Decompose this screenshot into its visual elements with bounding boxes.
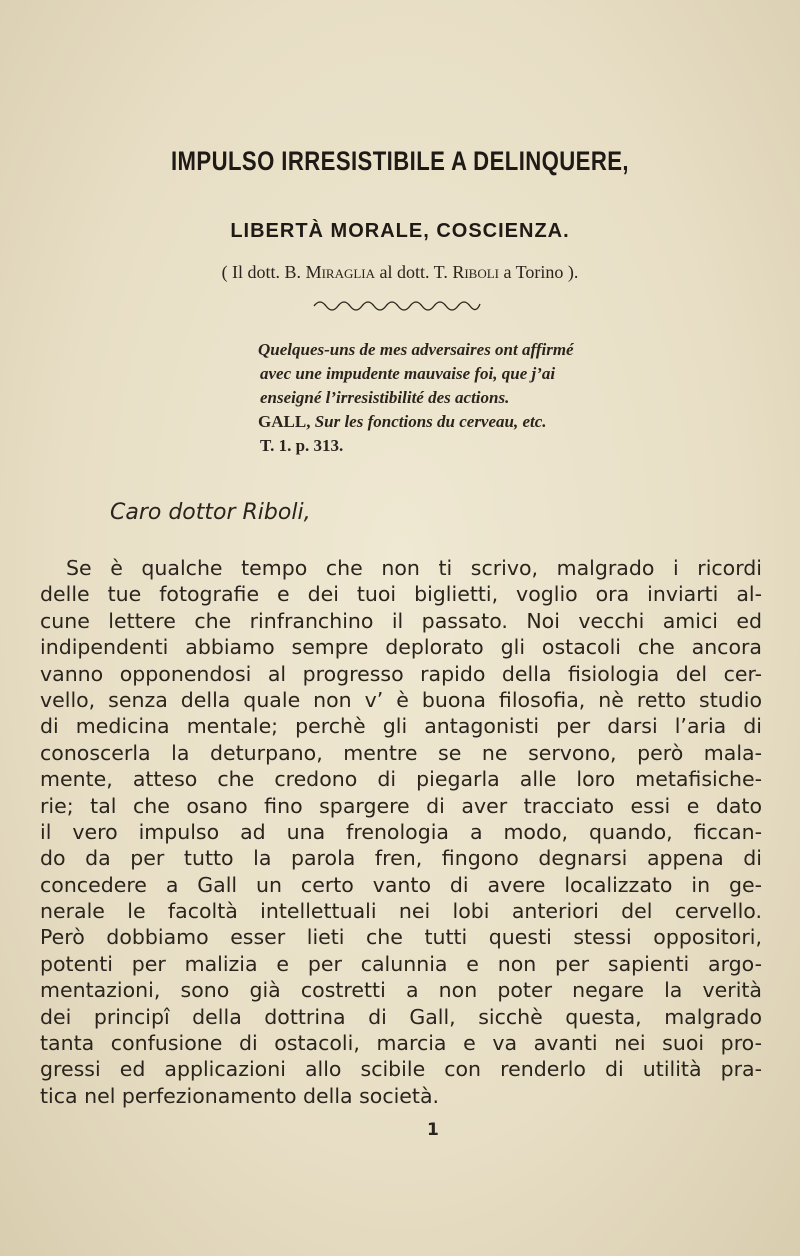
body-line: cune lettere che rinfranchino il passato. Noi vecchi amici ed bbox=[40, 608, 762, 633]
byline-middle: al dott. T. bbox=[375, 262, 453, 282]
wavy-rule-ornament-icon bbox=[312, 296, 482, 312]
body-line: do da per tutto la parola fren, fingono degnarsi appena di bbox=[40, 846, 762, 871]
body-line: vanno opponendosi al progresso rapido della fisiologia del cer- bbox=[40, 661, 762, 686]
body-line: Però dobbiamo esser lieti che tutti questi stessi oppositori, bbox=[40, 925, 762, 950]
byline bbox=[0, 262, 800, 283]
epigraph-source-separator: , bbox=[306, 412, 315, 431]
body-line: concedere a Gall un certo vanto di avere localizzato in ge- bbox=[40, 872, 762, 897]
article-subtitle: LIBERTÀ MORALE, COSCIENZA. bbox=[230, 220, 570, 242]
body-line: nerale le facoltà intellettuali nei lobi anteriori del cervello. bbox=[40, 899, 762, 924]
epigraph-line: avec une impudente mauvaise foi, que j’ai bbox=[260, 364, 556, 383]
salutation: Caro dottor Riboli, bbox=[110, 500, 311, 525]
body-line: gressi ed applicazioni allo scibile con renderlo di utilità pra- bbox=[40, 1057, 762, 1082]
article-title: IMPULSO IRRESISTIBILE A DELINQUERE, bbox=[170, 146, 629, 176]
body-line: vello, senza della quale non v’ è buona filosofia, nè retto studio bbox=[40, 687, 762, 712]
byline-open: ( Il dott. B. bbox=[221, 262, 306, 282]
body-line: delle tue fotografie e dei tuoi biglietti, voglio ora inviarti al- bbox=[40, 582, 762, 607]
body-line: potenti per malizia e per calunnia e non per sapienti argo- bbox=[40, 951, 762, 976]
epigraph-source-title: Sur les fonctions du cerveau, etc. bbox=[314, 412, 547, 431]
byline-author-riboli: Riboli bbox=[452, 262, 500, 282]
body-line: indipendenti abbiamo sempre deplorato gli ostacoli che ancora bbox=[40, 635, 762, 660]
epigraph-source-reference: T. 1. p. 313. bbox=[260, 436, 344, 455]
body-line: rie; tal che osano fino spargere di aver tracciato essi e dato bbox=[40, 793, 762, 818]
body-line: tanta confusione di ostacoli, marcia e va avanti nei suoi pro- bbox=[40, 1031, 762, 1056]
body-line: dei principî della dottrina di Gall, sicchè questa, malgrado bbox=[40, 1004, 762, 1029]
epigraph bbox=[258, 338, 758, 458]
body-line: mentazioni, sono già costretti a non poter negare la verità bbox=[40, 978, 762, 1003]
byline-author-miraglia: Miraglia bbox=[305, 262, 376, 282]
body-line: conoscerla la deturpano, mentre se ne servono, però mala- bbox=[40, 740, 762, 765]
body-line: tica nel perfezionamento della società. bbox=[40, 1083, 440, 1108]
epigraph-source bbox=[258, 410, 758, 434]
epigraph-line: Quelques-uns de mes adversaires ont affirmé bbox=[258, 340, 574, 359]
body-line: Se è qualche tempo che non ti scrivo, malgrado i ricordi bbox=[66, 556, 762, 580]
byline-close: a Torino ). bbox=[499, 262, 579, 282]
letter-body bbox=[40, 555, 762, 1109]
body-line: di medicina mentale; perchè gli antagonisti per darsi l’aria di bbox=[40, 714, 762, 739]
page-number: 1 bbox=[427, 1120, 439, 1140]
epigraph-source-author: GALL bbox=[258, 412, 307, 431]
epigraph-line: enseigné l’irresistibilité des actions. bbox=[260, 388, 510, 407]
body-line: il vero impulso ad una frenologia a modo, quando, ficcan- bbox=[40, 819, 762, 844]
body-line: mente, atteso che credono di piegarla alle loro metafisiche- bbox=[40, 767, 762, 792]
